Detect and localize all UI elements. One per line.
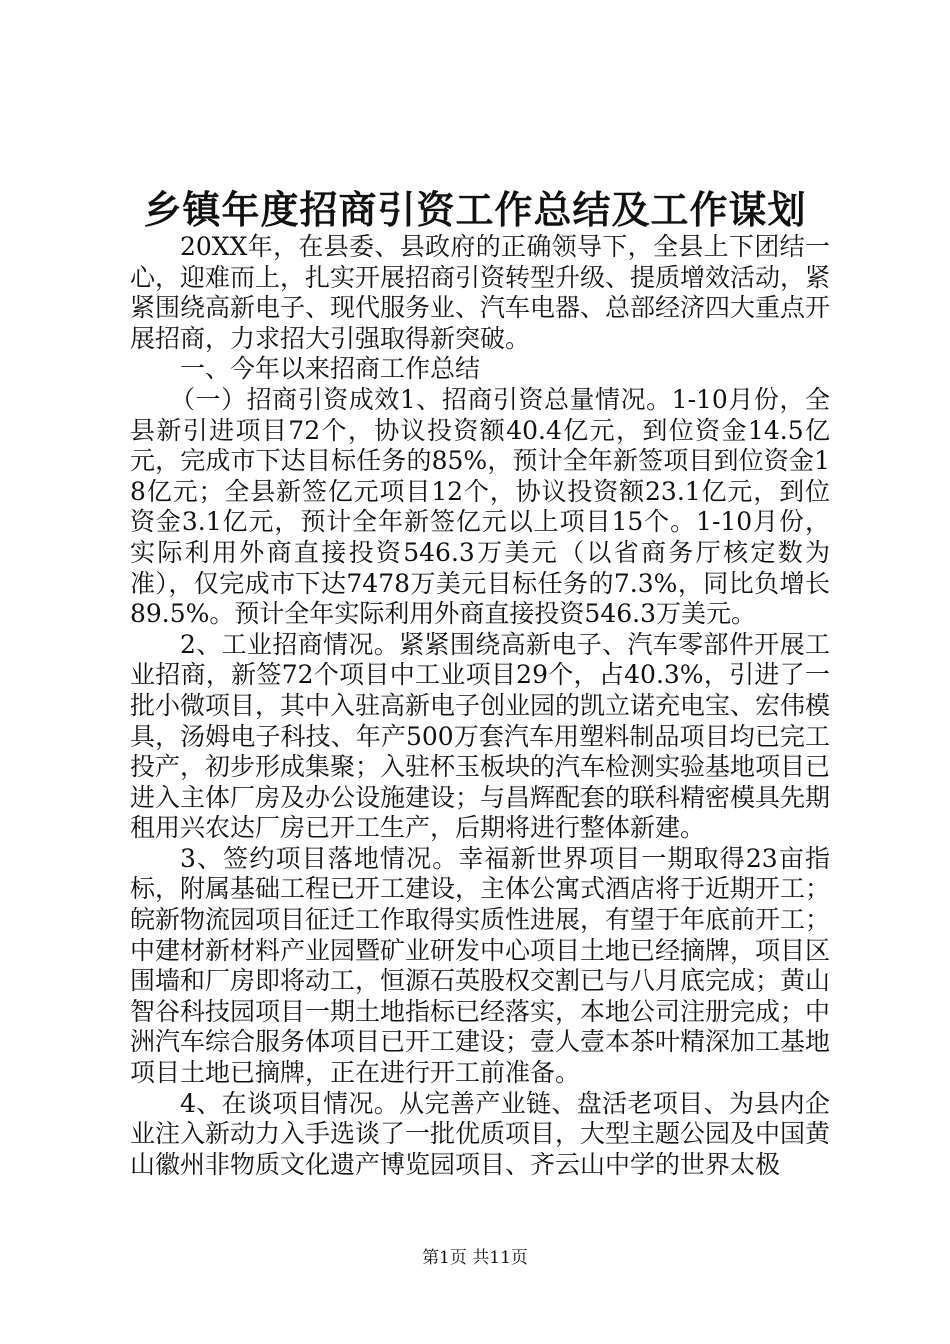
page-footer: 第1页 共11页 [422,1248,528,1268]
results-paragraph: （一）招商引资成效1、招商引资总量情况。1-10月份，全县新引进项目72个，协议投资额40.4亿元，到位资金14.5亿元，完成市下达目标任务的85%，预计全年新签项目到位资金18亿元；全县新签亿元项目12个，协议投资额23.1亿元，到位资金3.1亿元，预计全年新签亿元以上项目15个。1-10月份，实际利用外商直接投资546.3万美元（以省商务厅核定数为准），仅完成市下达7478万美元目标任务的7.3%，同比负增长89.5%。预计全年实际利用外商直接投资546.3万美元。 [130,384,830,629]
document-title: 乡镇年度招商引资工作总结及工作谋划 [143,187,807,232]
industrial-paragraph: 2、工业招商情况。紧紧围绕高新电子、汽车零部件开展工业招商，新签72个项目中工业项目29个，占40.3%，引进了一批小微项目，其中入驻高新电子创业园的凯立诺充电宝、宏伟模具，汤姆电子科技、年产500万套汽车用塑料制品项目均已完工投产，初步形成集聚；入驻杯玉板块的汽车检测实验基地项目已进入主体厂房及办公设施建设；与昌辉配套的联科精密模具先期租用兴农达厂房已开工生产，后期将进行整体新建。 [130,629,831,843]
projects-landing-paragraph: 3、签约项目落地情况。幸福新世界项目一期取得23亩指标，附属基础工程已开工建设，主体公寓式酒店将于近期开工；皖新物流园项目征迁工作取得实质性进展，有望于年底前开工；中建材新材料产业园暨矿业研发中心项目土地已经摘牌，项目区围墙和厂房即将动工，恒源石英股权交割已与八月底完成；黄山智谷科技园项目一期土地指标已经落实，本地公司注册完成；中洲汽车综合服务体项目已开工建设；壹人壹本茶叶精深加工基地项目土地已摘牌，正在进行开工前准备。 [130,843,831,1088]
section-heading: 一、今年以来招商工作总结 [180,354,481,384]
negotiating-projects-paragraph: 4、在谈项目情况。从完善产业链、盘活老项目、为县内企业注入新动力入手选谈了一批优质项目，大型主题公园及中国黄山徽州非物质文化遗产博览园项目、齐云山中学的世界太极 [130,1088,831,1179]
intro-paragraph: 20XX年，在县委、县政府的正确领导下，全县上下团结一心，迎难而上，扎实开展招商引资转型升级、提质增效活动，紧紧围绕高新电子、现代服务业、汽车电器、总部经济四大重点开展招商，力求招大引强取得新突破。 [130,232,831,353]
document-body [130,232,830,1180]
